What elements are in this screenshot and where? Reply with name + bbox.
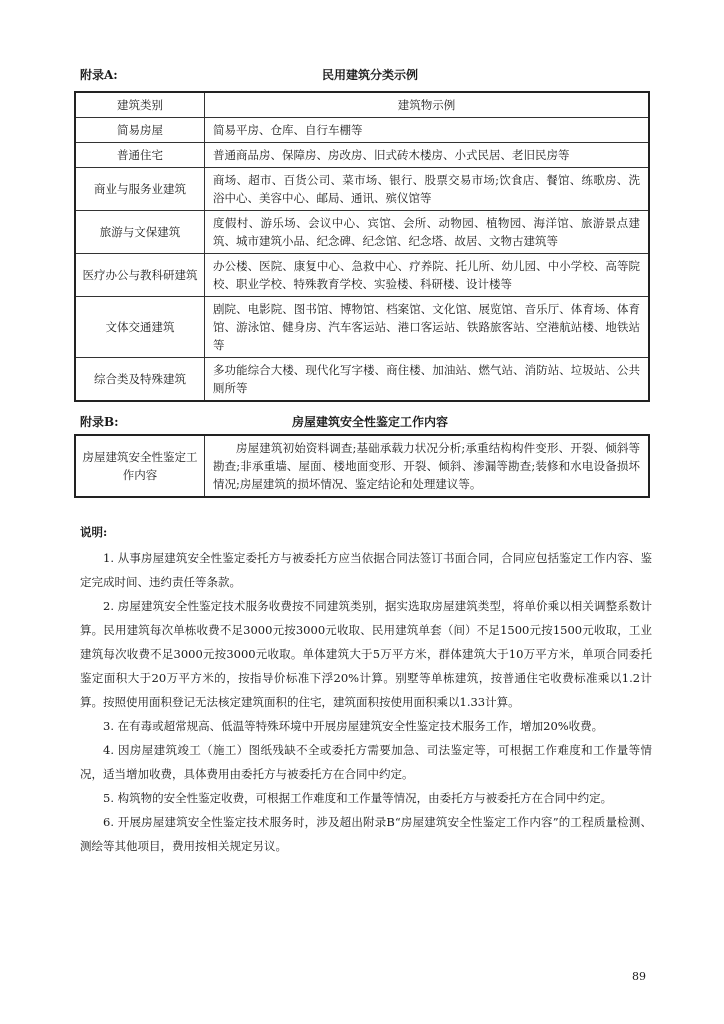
appendix-b-label: 附录B: (80, 415, 119, 429)
page-number: 89 (632, 970, 646, 983)
note-item: 5. 构筑物的安全性鉴定收费，可根据工作难度和工作量等情况，由委托方与被委托方在合同中约定。 (103, 791, 613, 805)
building-category-table (74, 91, 650, 402)
table-row (75, 297, 649, 358)
row-category: 综合类及特殊建筑 (75, 358, 205, 402)
row-category: 商业与服务业建筑 (75, 168, 205, 211)
notes-section (80, 520, 652, 858)
table-row (75, 254, 649, 297)
inspection-content-table (74, 434, 650, 498)
row-category: 普通住宅 (75, 143, 205, 168)
note-item: 4. 因房屋建筑竣工（施工）图纸残缺不全或委托方需要加急、司法鉴定等，可根据工作难度和工作量等情况，适当增加收费，具体费用由委托方与被委托方在合同中约定。 (80, 743, 652, 781)
row-category: 医疗办公与教科研建筑 (75, 254, 205, 297)
appendix-b-title: 房屋建筑安全性鉴定工作内容 (291, 415, 448, 429)
row-examples: 办公楼、医院、康复中心、急救中心、疗养院、托儿所、幼儿园、中小学校、高等院校、职业学校、特殊教育学校、实验楼、科研楼、设计楼等 (205, 254, 650, 297)
row-examples: 度假村、游乐场、会议中心、宾馆、会所、动物园、植物园、海洋馆、旅游景点建筑、城市建筑小品、纪念碑、纪念馆、纪念塔、故居、文物古建筑等 (205, 211, 650, 254)
note-item: 1. 从事房屋建筑安全性鉴定委托方与被委托方应当依据合同法签订书面合同，合同应包括鉴定工作内容、鉴定完成时间、违约责任等条款。 (80, 551, 652, 589)
table-row (75, 358, 649, 402)
header-category: 建筑类别 (75, 92, 205, 118)
note-item: 2. 房屋建筑安全性鉴定技术服务收费按不同建筑类别，据实选取房屋建筑类型，将单价乘以相关调整系数计算。民用建筑每次单栋收费不足3000元按3000元收取、民用建筑单套（间）不足1500元按1500元收取，工业建筑每次收费不足3000元按3000元收取。单体建筑大于5万平方米，群体建筑大于10万平方米，单项合同委托鉴定面积大于20万平方米的，按指导价标准下浮20%计算。别墅等单栋建筑，按普通住宅收费标准乘以1.2计算。按照使用面积登记无法核定建筑面积的住宅，建筑面积按使用面积乘以1.33计算。 (80, 599, 652, 709)
row-examples: 普通商品房、保障房、房改房、旧式砖木楼房、小式民居、老旧民房等 (205, 143, 650, 168)
header-examples: 建筑物示例 (205, 92, 650, 118)
row-category: 简易房屋 (75, 118, 205, 143)
table-row (75, 168, 649, 211)
notes-title: 说明: (80, 525, 108, 539)
row-content: 房屋建筑初始资料调查;基础承载力状况分析;承重结构构件变形、开裂、倾斜等勘查;非承重墙、屋面、楼地面变形、开裂、倾斜、渗漏等勘查;装修和水电设备损坏情况;房屋建筑的损坏情况、鉴定结论和处理建议等。 (205, 435, 650, 497)
note-item: 6. 开展房屋建筑安全性鉴定技术服务时，涉及超出附录B“房屋建筑安全性鉴定工作内容”的工程质量检测、测绘等其他项目，费用按相关规定另议。 (80, 815, 652, 853)
row-examples: 商场、超市、百货公司、菜市场、银行、股票交易市场;饮食店、餐馆、练歌房、洗浴中心、美容中心、邮局、通讯、殡仪馆等 (205, 168, 650, 211)
row-category: 文体交通建筑 (75, 297, 205, 358)
row-examples: 多功能综合大楼、现代化写字楼、商住楼、加油站、燃气站、消防站、垃圾站、公共厕所等 (205, 358, 650, 402)
note-item: 3. 在有毒或超常规高、低温等特殊环境中开展房屋建筑安全性鉴定技术服务工作，增加20%收费。 (103, 719, 604, 733)
table-row (75, 143, 649, 168)
appendix-a-title: 民用建筑分类示例 (321, 68, 418, 82)
table-header-row (75, 92, 649, 118)
appendix-a-label: 附录A: (80, 68, 118, 82)
row-category: 旅游与文保建筑 (75, 211, 205, 254)
row-category: 房屋建筑安全性鉴定工作内容 (75, 435, 205, 497)
table-row (75, 211, 649, 254)
row-examples: 剧院、电影院、图书馆、博物馆、档案馆、文化馆、展览馆、音乐厅、体育场、体育馆、游泳馆、健身房、汽车客运站、港口客运站、铁路旅客站、空港航站楼、地铁站等 (205, 297, 650, 358)
row-examples: 简易平房、仓库、自行车棚等 (205, 118, 650, 143)
table-row (75, 435, 649, 497)
table-row (75, 118, 649, 143)
